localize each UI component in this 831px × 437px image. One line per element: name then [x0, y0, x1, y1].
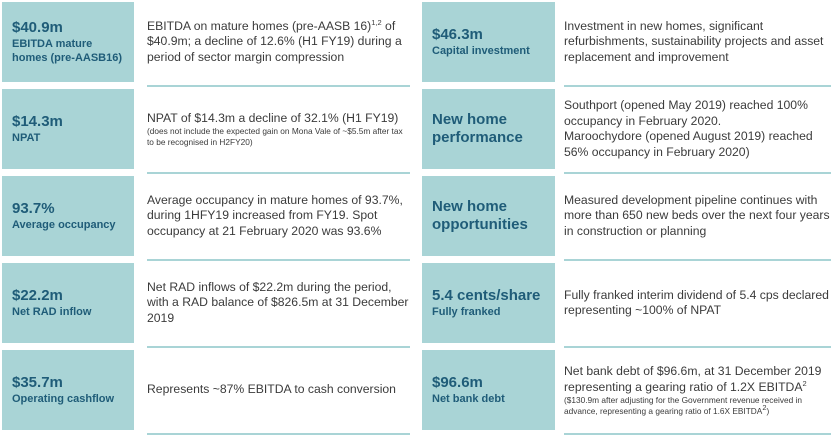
footnote-ref: 2 — [802, 378, 807, 388]
metric-value: $35.7m — [12, 374, 63, 391]
metric-value: $40.9m — [12, 19, 63, 36]
metric-row-rad — [0, 261, 410, 348]
description-text-part: Net bank debt of $96.6m, at 31 December 2019 representing a gearing ratio of 1.2X EBITDA — [564, 364, 822, 394]
metric-label-line: NPAT — [12, 132, 41, 144]
metric-row-dividend — [421, 261, 831, 348]
description-text — [147, 19, 410, 66]
metric-box — [422, 89, 555, 169]
metric-value: $96.6m — [432, 374, 483, 391]
description-text: Represents ~87% EBITDA to cash conversion — [147, 382, 396, 397]
metric-row-npat — [0, 87, 410, 174]
metric-description — [147, 2, 410, 82]
metric-box — [422, 263, 555, 343]
metric-value: 93.7% — [12, 200, 55, 217]
metric-description — [564, 2, 831, 82]
description-note: (does not include the expected gain on Mona Vale of ~$5.5m after tax to be recognised in H2FY20) — [147, 126, 403, 147]
metric-description — [147, 176, 410, 256]
description-text-part: of $40.9m; a decline of 12.6% (H1 FY19) during a period of sector margin compression — [147, 18, 402, 64]
divider — [147, 433, 410, 435]
footnote-ref: 1,2 — [371, 17, 382, 27]
right-column — [421, 0, 831, 435]
metric-label-line: homes (pre-AASB16) — [12, 52, 123, 64]
metric-box — [2, 350, 134, 430]
description-text: Average occupancy in mature homes of 93.7%, during 1HFY19 increased from FY19. Spot occupancy at 21 February 2020 was 93.6% — [147, 192, 403, 238]
metric-description — [147, 350, 410, 430]
metric-value: $14.3m — [12, 113, 63, 130]
metric-label-line: Net RAD inflow — [12, 306, 92, 318]
metric-description — [147, 89, 410, 169]
description-text — [564, 364, 831, 395]
metric-description — [147, 263, 410, 343]
description-text: NPAT of $14.3m a decline of 32.1% (H1 FY19) — [147, 110, 399, 125]
metric-value: $46.3m — [432, 26, 483, 43]
description-text: Southport (opened May 2019) reached 100% occupancy in February 2020. — [564, 98, 808, 128]
metric-title-line: New home — [432, 198, 508, 215]
description-text: Maroochydore (opened August 2019) reached 56% occupancy in February 2020) — [564, 129, 813, 159]
metric-row-capital — [421, 0, 831, 87]
metric-description — [564, 89, 831, 169]
metric-row-ebitda — [0, 0, 410, 87]
metric-box — [2, 2, 134, 82]
metric-value: 5.4 cents/share — [432, 287, 541, 304]
metric-box — [422, 176, 555, 256]
metric-box — [422, 2, 555, 82]
metric-row-cashflow — [0, 348, 410, 435]
metric-row-new-home-opportunities — [421, 174, 831, 261]
metric-value: $22.2m — [12, 287, 63, 304]
footnote-ref: 2 — [762, 402, 767, 412]
metric-description — [564, 263, 831, 343]
description-note-part: ($130.9m after adjusting for the Government revenue received in advance, representing a gearing ratio of 1.6X EBITDA — [564, 395, 802, 416]
metric-label-line: Net bank debt — [432, 393, 505, 405]
metric-description — [564, 350, 831, 430]
metric-box — [2, 176, 134, 256]
description-text: Net RAD inflows of $22.2m during the period, with a RAD balance of $826.5m at 31 December 2019 — [147, 279, 409, 325]
metric-row-new-home-performance — [421, 87, 831, 174]
metric-label-line: Capital investment — [432, 45, 530, 57]
metric-label-line: Operating cashflow — [12, 393, 115, 405]
metric-row-net-debt — [421, 348, 831, 435]
metric-label-line: EBITDA mature — [12, 38, 93, 50]
description-text: Measured development pipeline continues with more than 650 new beds over the next four years in construction or planning — [564, 192, 830, 238]
metric-row-occupancy — [0, 174, 410, 261]
metric-title-line: New home — [432, 111, 508, 128]
left-column — [0, 0, 410, 435]
description-note-part: ) — [766, 405, 770, 416]
metric-description — [564, 176, 831, 256]
divider — [564, 433, 831, 435]
metric-title-line: performance — [432, 129, 523, 146]
metric-box — [2, 263, 134, 343]
description-note — [564, 395, 831, 416]
metric-box — [2, 89, 134, 169]
description-text-part: EBITDA on mature homes (pre-AASB 16) — [147, 18, 372, 33]
metric-label-line: Average occupancy — [12, 219, 116, 231]
metric-box — [422, 350, 555, 430]
metric-title-line: opportunities — [432, 216, 528, 233]
description-text: Investment in new homes, significant refurbishments, sustainability projects and asset replacement and improvement — [564, 18, 824, 64]
metric-label-line: Fully franked — [432, 306, 501, 318]
description-text: Fully franked interim dividend of 5.4 cps declared representing ~100% of NPAT — [564, 287, 829, 317]
